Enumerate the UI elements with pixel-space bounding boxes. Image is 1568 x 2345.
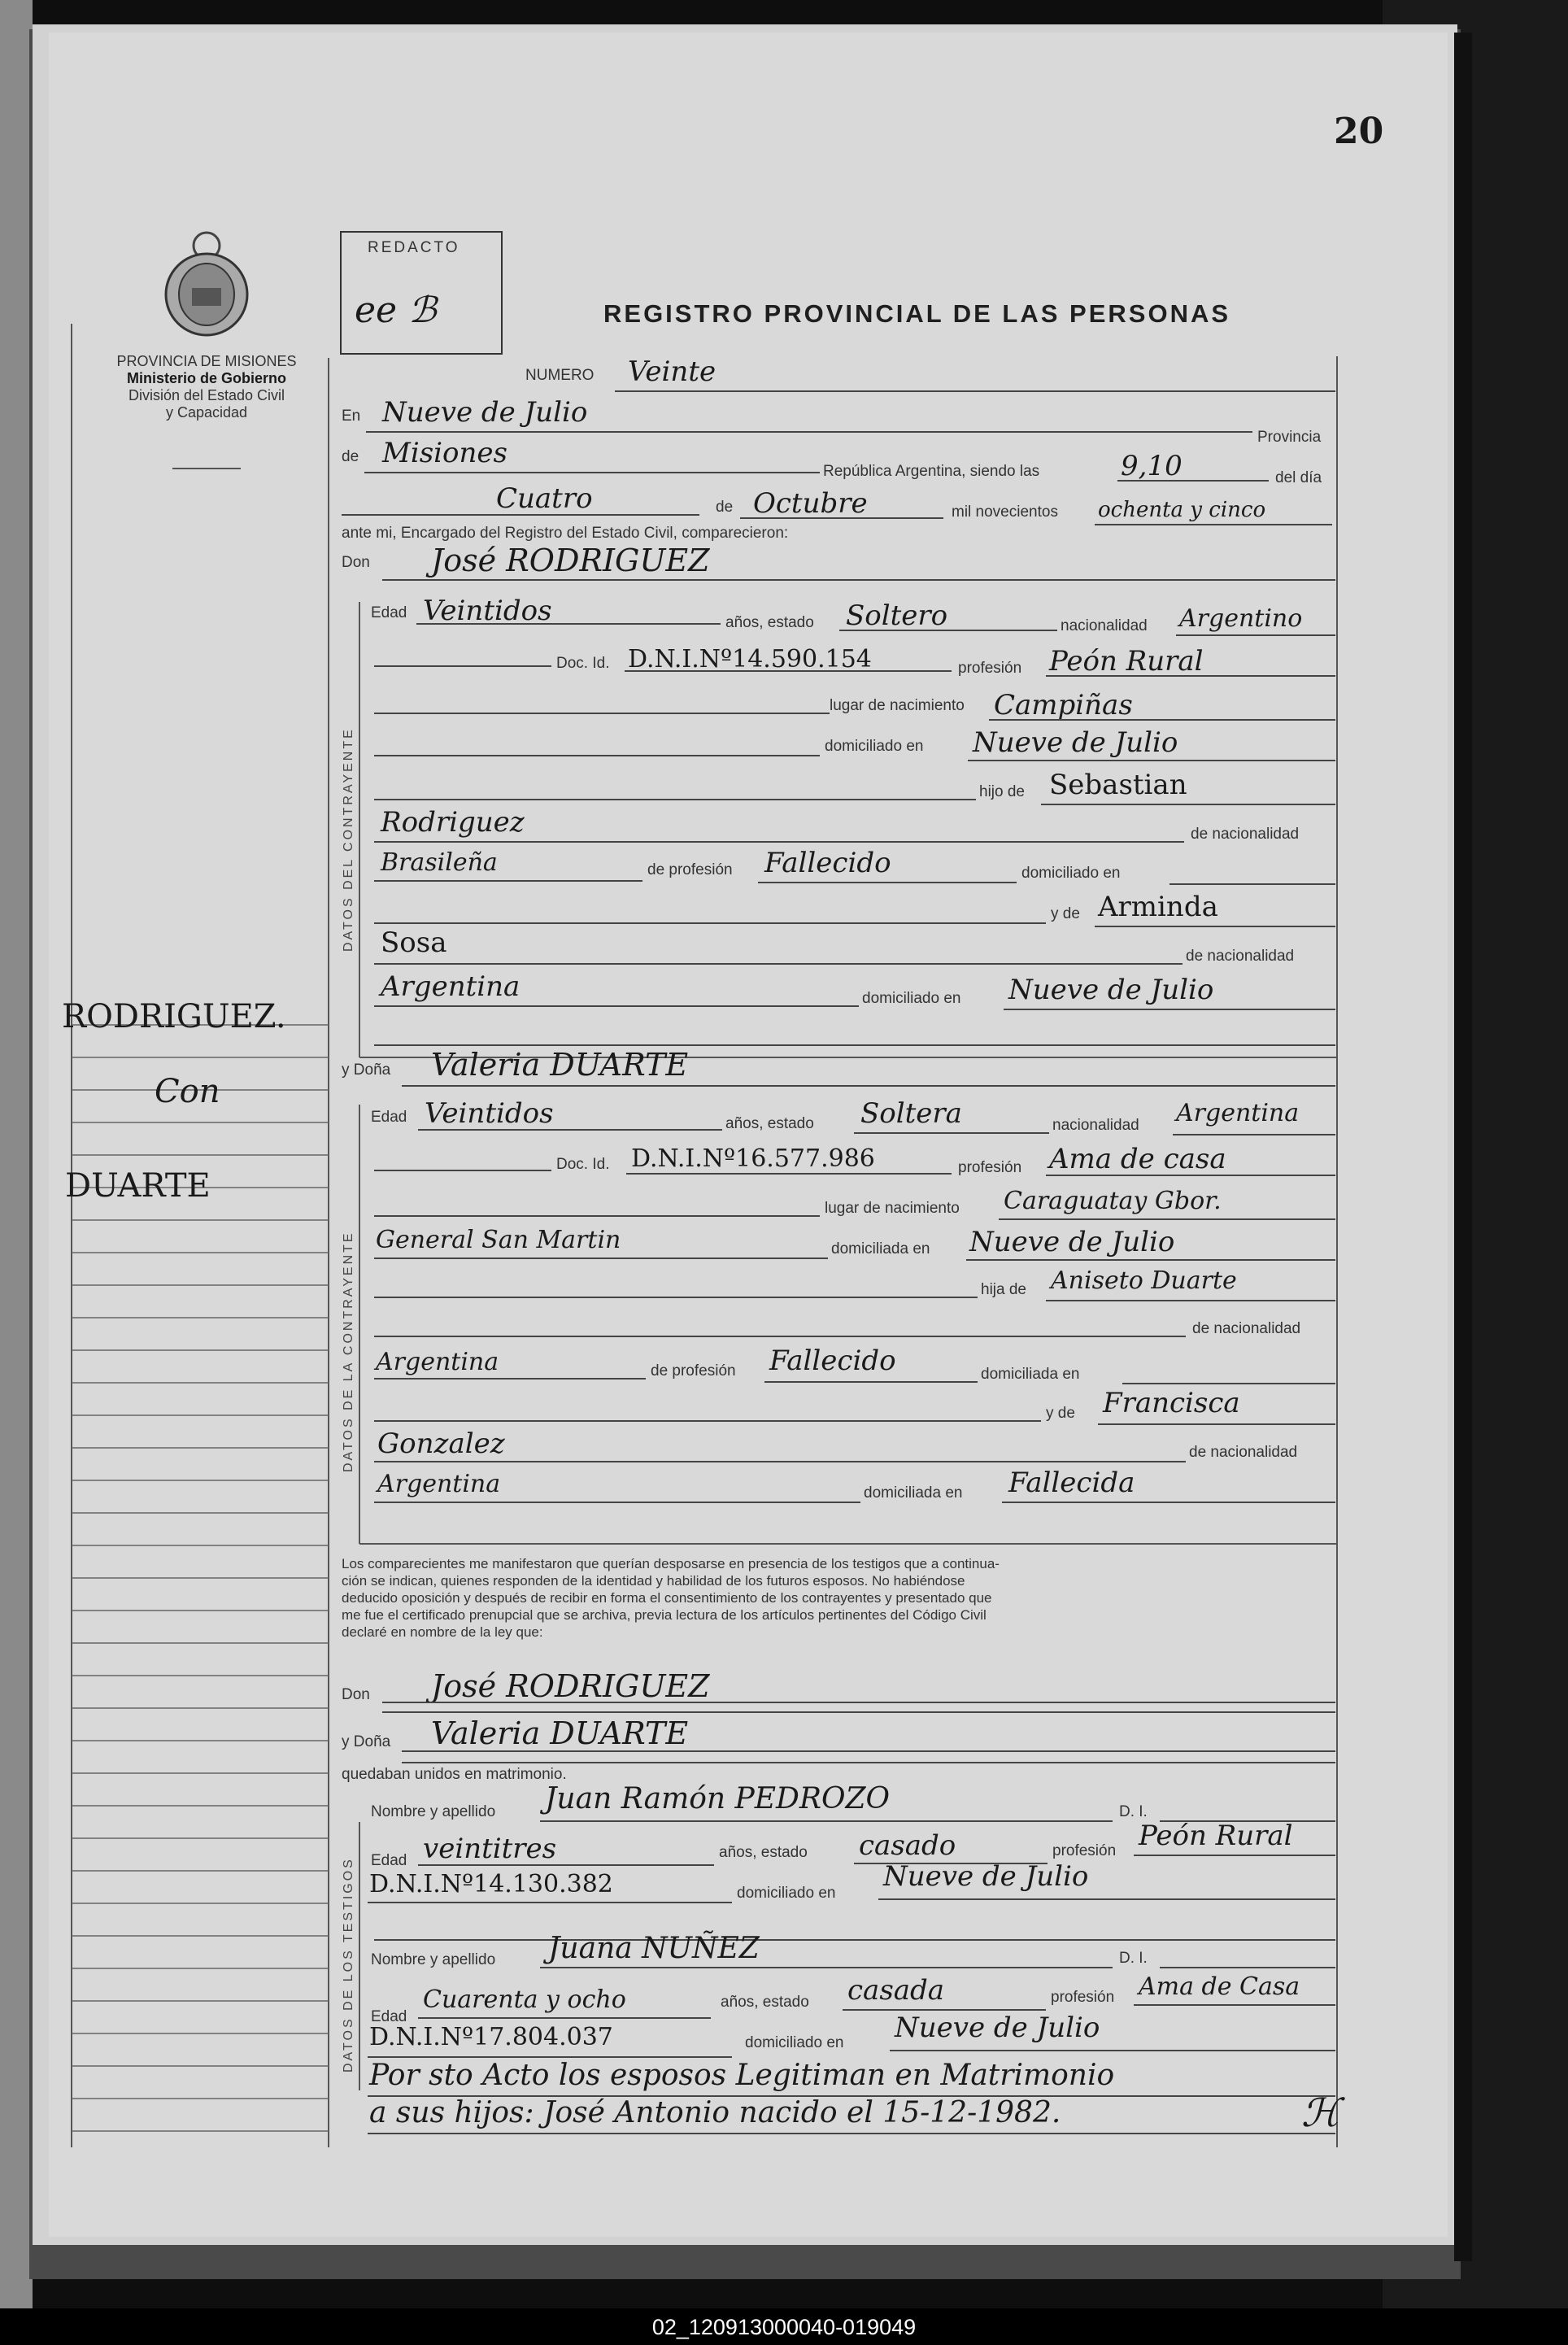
don-label-2: Don [342, 1686, 370, 1703]
side-label-testigos: DATOS DE LOS TESTIGOS [342, 1857, 355, 2073]
de-label: de [342, 448, 359, 465]
domiciliado-label-5: domiciliado en [745, 2034, 844, 2051]
de-nacionalidad-label-1: de nacionalidad [1191, 826, 1300, 843]
hora-value: 9,10 [1121, 450, 1183, 482]
contrayente-profesion: Peón Rural [1049, 645, 1204, 678]
contrayenta-doc: D.N.I.Nº16.577.986 [631, 1144, 875, 1173]
ministry-division-2: y Capacidad [165, 404, 248, 421]
provincia-value: Misiones [382, 437, 507, 469]
contrayente-madre-nacionalidad: Argentina [381, 970, 520, 1003]
testigo1-profesion: Peón Rural [1139, 1820, 1293, 1852]
nacionalidad-label-2: nacionalidad [1052, 1117, 1139, 1134]
contrayenta-estado: Soltera [860, 1097, 962, 1130]
ministry-name: Ministerio de Gobierno [126, 370, 286, 386]
profesion-label-4: profesión [1051, 1989, 1115, 2006]
contrayente-padre-profesion: Fallecido [764, 847, 891, 879]
y-de-label-1: y de [1051, 905, 1080, 922]
margin-name-1: RODRIGUEZ. [62, 998, 286, 1035]
contrayente-padre: Sebastian [1049, 769, 1187, 801]
testigo1-nombre: Juan Ramón PEDROZO [545, 1782, 891, 1815]
ministry-province: PROVINCIA DE MISIONES [116, 353, 297, 369]
testigo1-doc: D.N.I.Nº14.130.382 [369, 1870, 613, 1898]
anio-value: ochenta y cinco [1098, 498, 1266, 522]
y-dona-label: y Doña [342, 1061, 391, 1079]
mil-novecientos-label: mil novecientos [952, 503, 1058, 521]
profesion-label: profesión [958, 660, 1022, 677]
legal-line-1: Los comparecientes me manifestaron que querían desposarse en presencia de los testigos que a continua- [342, 1556, 1000, 1571]
di-label-2: D. I. [1119, 1950, 1148, 1967]
contrayenta-padre-nacionalidad: Argentina [376, 1348, 499, 1376]
coat-of-arms-seal [159, 228, 254, 342]
contrayente-padre-nacionalidad: Brasileña [381, 848, 498, 877]
profesion-label-2: profesión [958, 1159, 1022, 1176]
anos-estado-label-4: años, estado [721, 1994, 809, 2011]
legal-line-5: declaré en nombre de la ley que: [342, 1624, 543, 1640]
de-profesion-label-1: de profesión [647, 861, 733, 878]
side-label-contrayente: DATOS DEL CONTRAYENTE [342, 727, 355, 952]
declaracion-don: José RODRIGUEZ [431, 1668, 710, 1704]
dia-value: Cuatro [496, 482, 593, 515]
contrayenta-domicilio: Nueve de Julio [969, 1226, 1175, 1258]
contrayenta-padre: Aniseto Duarte [1051, 1266, 1237, 1295]
numero-label: NUMERO [525, 367, 595, 384]
contrayente-lugar-nacimiento: Campiñas [994, 689, 1133, 721]
testigo1-edad: veintitres [423, 1833, 557, 1865]
contrayente-nacionalidad: Argentino [1179, 604, 1303, 633]
redacto-label: REDACTO [368, 239, 460, 256]
contrayente-domicilio: Nueve de Julio [973, 726, 1178, 759]
redacto-initials: ee ℬ [355, 290, 437, 331]
legal-line-2: ción se indican, quienes responden de la identidad y habilidad de los futuros esposos. No habiéndose [342, 1573, 965, 1589]
lugar-nacimiento-label: lugar de nacimiento [830, 697, 965, 714]
side-label-contrayenta: DATOS DE LA CONTRAYENTE [342, 1231, 355, 1472]
page-number: 20 [1334, 111, 1384, 152]
republica-label: República Argentina, siendo las [823, 463, 1040, 480]
anos-estado-label-3: años, estado [719, 1844, 808, 1861]
domiciliado-label-4: domiciliado en [737, 1885, 836, 1902]
nacionalidad-label: nacionalidad [1061, 617, 1148, 634]
domiciliado-label: domiciliado en [825, 738, 924, 755]
declaracion-dona: Valeria DUARTE [431, 1715, 689, 1751]
contrayenta-lugar-nacimiento-2: General San Martin [376, 1226, 621, 1254]
di-label-1: D. I. [1119, 1803, 1148, 1820]
contrayente-doc: D.N.I.Nº14.590.154 [628, 645, 872, 673]
testigo2-estado: casada [847, 1974, 945, 2007]
testigo2-profesion: Ama de Casa [1139, 1972, 1300, 2001]
testigo2-nombre: Juana NUÑEZ [548, 1932, 760, 1965]
nombre-apellido-label-2: Nombre y apellido [371, 1951, 496, 1968]
domiciliada-label-2: domiciliada en [981, 1366, 1080, 1383]
mes-value: Octubre [753, 487, 868, 520]
profesion-label-3: profesión [1052, 1842, 1117, 1859]
anos-estado-label-2: años, estado [725, 1115, 814, 1132]
contrayente-edad: Veintidos [423, 595, 552, 627]
nota-line-1: Por sto Acto los esposos Legitiman en Matrimonio [369, 2059, 1115, 2092]
legal-text [342, 1555, 1350, 1641]
hijo-de-label: hijo de [979, 783, 1025, 800]
margin-name-3: DUARTE [65, 1167, 211, 1205]
testigo2-doc: D.N.I.Nº17.804.037 [369, 2023, 613, 2051]
contrayenta-madre: Francisca [1103, 1387, 1240, 1419]
hija-de-label: hija de [981, 1281, 1026, 1298]
contrayenta-madre-domicilio: Fallecida [1008, 1467, 1135, 1499]
footer-id: 02_120913000040-019049 [651, 2315, 917, 2339]
contrayente-nombre: José RODRIGUEZ [431, 543, 710, 578]
edad-label-3: Edad [371, 1852, 407, 1869]
en-label: En [342, 408, 361, 425]
domiciliada-label: domiciliada en [831, 1240, 930, 1257]
contrayente-madre: Arminda [1098, 891, 1218, 923]
de-nacionalidad-label-4: de nacionalidad [1189, 1444, 1298, 1461]
quedaban-label: quedaban unidos en matrimonio. [342, 1766, 567, 1783]
lugar-value: Nueve de Julio [382, 396, 588, 429]
edad-label: Edad [371, 604, 407, 621]
de-nacionalidad-label-3: de nacionalidad [1192, 1320, 1301, 1337]
nombre-apellido-label-1: Nombre y apellido [371, 1803, 496, 1820]
provincia-label: Provincia [1257, 429, 1322, 446]
contrayenta-lugar-nacimiento: Caraguatay Gbor. [1004, 1187, 1222, 1215]
testigo1-domicilio: Nueve de Julio [883, 1860, 1089, 1893]
ministry-division: División del Estado Civil [128, 387, 285, 403]
y-de-label-2: y de [1046, 1405, 1075, 1422]
doc-id-label-2: Doc. Id. [556, 1156, 610, 1173]
domiciliado-label-3: domiciliado en [862, 990, 961, 1007]
nota-firma: ℋ [1301, 2090, 1340, 2136]
contrayenta-nombre: Valeria DUARTE [431, 1047, 689, 1083]
testigo2-domicilio: Nueve de Julio [895, 2012, 1100, 2044]
nota-line-2: a sus hijos: José Antonio nacido el 15-12-1982. [369, 2096, 1061, 2129]
anos-estado-label: años, estado [725, 614, 814, 631]
de-mes-label: de [716, 499, 734, 516]
margin-name-2: Con [155, 1073, 220, 1110]
contrayenta-edad: Veintidos [425, 1097, 554, 1130]
legal-line-3: deducido oposición y después de recibir en forma el consentimiento de los contrayentes y presentado que [342, 1590, 992, 1606]
contrayente-padre-apellido: Rodriguez [381, 806, 525, 839]
del-dia-label: del día [1275, 469, 1322, 486]
numero-value: Veinte [628, 355, 716, 388]
contrayente-estado: Soltero [846, 599, 948, 632]
testigo1-estado: casado [859, 1829, 956, 1862]
lugar-nacimiento-label-2: lugar de nacimiento [825, 1200, 960, 1217]
contrayenta-nacionalidad: Argentina [1176, 1099, 1300, 1127]
ministry-header [85, 353, 329, 421]
contrayenta-profesion: Ama de casa [1049, 1143, 1226, 1175]
de-profesion-label-2: de profesión [651, 1362, 736, 1380]
edad-label-4: Edad [371, 2008, 407, 2025]
contrayente-madre-domicilio: Nueve de Julio [1008, 974, 1214, 1006]
contrayenta-madre-apellido: Gonzalez [377, 1427, 505, 1460]
contrayenta-padre-profesion: Fallecido [769, 1345, 896, 1377]
domiciliada-label-3: domiciliada en [864, 1484, 963, 1502]
edad-label-2: Edad [371, 1109, 407, 1126]
ante-mi-label: ante mi, Encargado del Registro del Estado Civil, comparecieron: [342, 525, 789, 542]
document-title: REGISTRO PROVINCIAL DE LAS PERSONAS [603, 299, 1231, 328]
domiciliado-label-2: domiciliado en [1021, 865, 1121, 882]
contrayente-madre-apellido: Sosa [381, 926, 447, 959]
don-label: Don [342, 554, 370, 571]
legal-line-4: me fue el certificado prenupcial que se archiva, previa lectura de los artículos pertinentes del Código Civil [342, 1607, 987, 1623]
y-dona-label-2: y Doña [342, 1733, 391, 1750]
contrayenta-madre-nacionalidad: Argentina [377, 1470, 501, 1498]
de-nacionalidad-label-2: de nacionalidad [1186, 948, 1295, 965]
doc-id-label: Doc. Id. [556, 655, 610, 672]
testigo2-edad: Cuarenta y ocho [423, 1985, 626, 2014]
